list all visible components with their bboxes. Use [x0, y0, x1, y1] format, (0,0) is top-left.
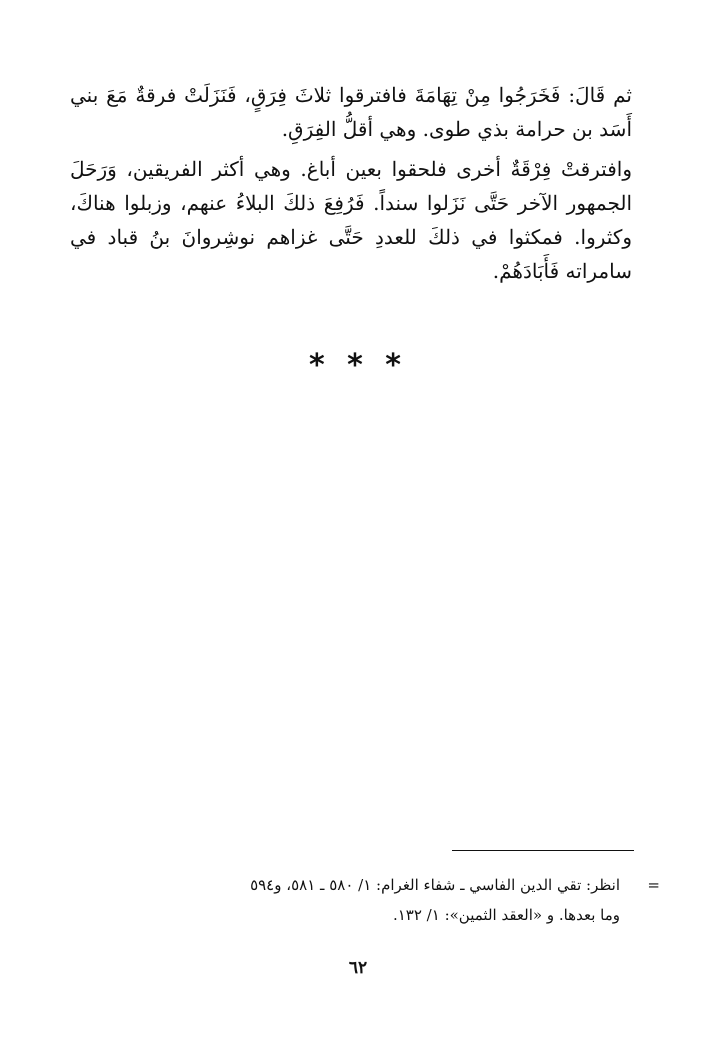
paragraph-1: ثم قَالَ: فَخَرَجُوا مِنْ تِهَامَةَ فافترقوا ثلاثَ فِرَقٍ، فَنَزَلَتْ فرقةٌ مَعَ بني أَسَد بن حرامة بذي طوى. وهي أقلُّ الفِرَقِ. — [70, 83, 632, 141]
footnote-text — [80, 870, 620, 930]
footnote-line-1: انظر: تقي الدين الفاسي ـ شفاء الغرام: ١/ ٥٨٠ ـ ٥٨١، و٥٩٤ — [250, 876, 620, 894]
paragraph-2: وافترقتْ فِرْقَةٌ أخرى فلحقوا بعين أباغ. وهي أكثر الفريقين، وَرَحَلَ الجمهور الآخر حَتَّى نَزَلوا سنداً. فَرُفِعَ ذلكَ البلاءُ عنهم، وزبلوا هناكَ، وكثروا. فمكثوا في ذلكَ للعددِ حَتَّى غزاهم نوشِروانَ بنُ قباد في سامراته فَأَبَادَهُمْ. — [70, 157, 633, 283]
footnote-line-2: وما بعدها. و «العقد الثمين»: ١/ ١٣٢. — [392, 906, 620, 924]
footnote-marker: = — [647, 876, 660, 894]
page-number: ٦٢ — [348, 958, 368, 978]
section-separator: * * * — [309, 348, 407, 383]
footnote-divider — [452, 850, 634, 851]
footnote — [80, 870, 660, 930]
main-text — [70, 78, 632, 288]
